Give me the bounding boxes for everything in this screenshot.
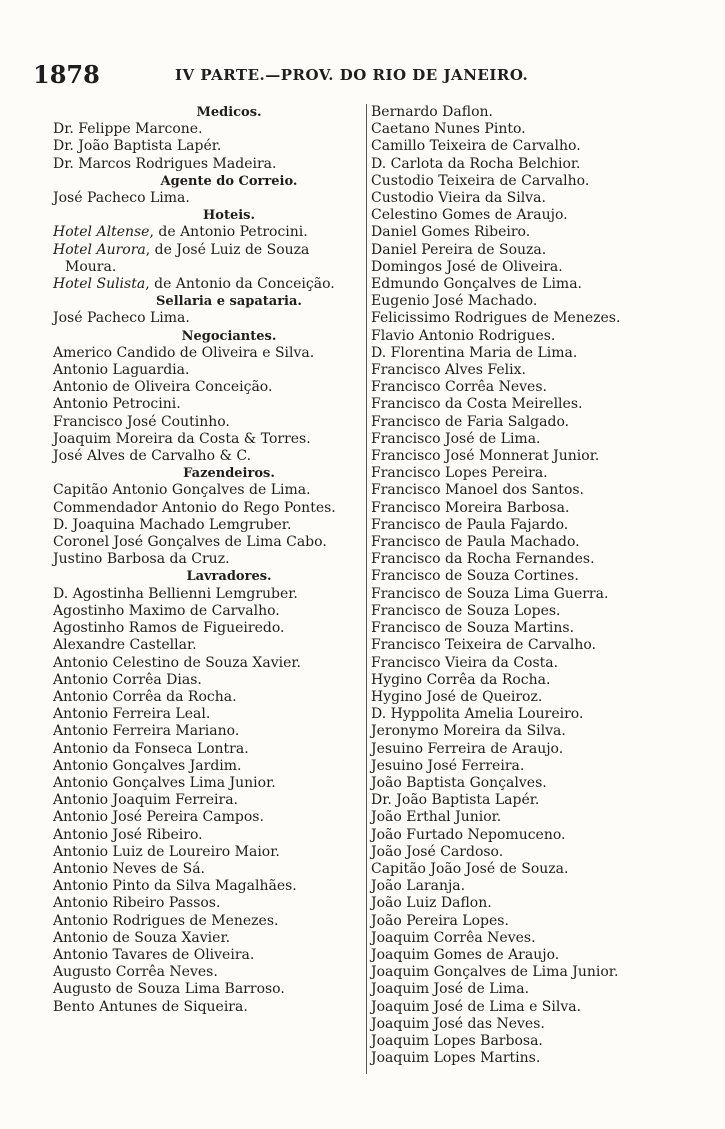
list-item: Antonio Neves de Sá.: [53, 860, 206, 877]
right-column: [371, 104, 716, 1067]
list-item: Alexandre Castellar.: [53, 637, 197, 654]
section-heading-medicos: Medicos.: [196, 105, 262, 120]
list-item: Antonio Pinto da Silva Magalhães.: [53, 878, 297, 895]
list-item: Antonio Corrêa da Rocha.: [53, 688, 237, 705]
list-item: Coronel José Gonçalves de Lima Cabo.: [53, 534, 327, 551]
list-item: Felicissimo Rodrigues de Menezes.: [371, 310, 621, 327]
list-item: Joaquim José das Neves.: [371, 1015, 545, 1032]
section-heading-negociantes: Negociantes.: [181, 328, 277, 344]
list-item: Augusto de Souza Lima Barroso.: [53, 981, 285, 998]
list-item: Antonio Rodrigues de Menezes.: [53, 912, 279, 929]
list-item: Joaquim Lopes Barbosa.: [371, 1032, 543, 1049]
list-item: Joaquim José de Lima.: [371, 981, 530, 998]
list-item: Celestino Gomes de Araujo.: [371, 207, 568, 224]
list-item: Bernardo Daflon.: [371, 104, 493, 120]
list-item: Joaquim Gonçalves de Lima Junior.: [371, 964, 619, 981]
list-item: Francisco da Costa Meirelles.: [371, 396, 583, 413]
column-divider: [366, 104, 367, 1074]
list-item: Capitão Antonio Gonçalves de Lima.: [53, 482, 311, 499]
list-item: D. Agostinha Bellienni Lemgruber.: [53, 585, 298, 602]
list-item: Joaquim Lopes Martins.: [371, 1050, 541, 1067]
list-item: João Pereira Lopes.: [371, 912, 509, 929]
list-item: José Pacheco Lima.: [53, 310, 190, 327]
list-item: D. Florentina Maria de Lima.: [371, 344, 578, 361]
section-heading-hoteis: Hoteis.: [202, 208, 255, 224]
list-item: Francisco da Rocha Fernandes.: [371, 551, 595, 568]
list-item: Antonio Corrêa Dias.: [53, 671, 202, 688]
list-item: Daniel Pereira de Souza.: [371, 241, 547, 258]
list-item: Joaquim Corrêa Neves.: [371, 929, 536, 946]
list-item: Justino Barbosa da Cruz.: [53, 551, 230, 568]
list-item: Antonio José Pereira Campos.: [53, 809, 264, 826]
list-item: Hygino José de Queiroz.: [371, 688, 543, 705]
list-item: João Furtado Nepomuceno.: [371, 826, 566, 843]
list-item: Americo Candido de Oliveira e Silva.: [53, 344, 315, 361]
list-item: Jesuino José Ferreira.: [371, 757, 525, 774]
list-item: Agostinho Ramos de Figueiredo.: [53, 620, 285, 637]
list-item: D. Carlota da Rocha Belchior.: [371, 155, 581, 172]
list-item: José Alves de Carvalho & C.: [53, 448, 252, 465]
list-item: Francisco José Coutinho.: [53, 413, 230, 430]
list-item: Hotel Sulista, de Antonio da Conceição.: [53, 276, 335, 293]
section-heading-correio: Agente do Correio.: [160, 173, 298, 189]
list-item: Francisco José de Lima.: [371, 430, 541, 447]
list-item: Francisco Corrêa Neves.: [371, 379, 547, 396]
section-heading-sellaria: Sellaria e sapataria.: [156, 294, 302, 310]
list-item: Dr. Marcos Rodrigues Madeira.: [53, 155, 277, 172]
list-item: Francisco Teixeira de Carvalho.: [371, 637, 596, 654]
page-header: [30, 60, 720, 90]
running-title: IV PARTE.—PROV. DO RIO DE JANEIRO.: [175, 66, 529, 84]
list-item: D. Joaquina Machado Lemgruber.: [53, 516, 292, 533]
list-item: Hygino Corrêa da Rocha.: [371, 671, 551, 688]
list-item: Antonio Petrocini.: [53, 396, 181, 413]
list-item: Antonio Luiz de Loureiro Maior.: [53, 843, 280, 860]
list-item: Joaquim Gomes de Araujo.: [371, 946, 560, 963]
list-item: Commendador Antonio do Rego Pontes.: [53, 499, 336, 516]
list-item: Francisco Alves Felix.: [371, 362, 526, 379]
list-item: Francisco de Souza Martins.: [371, 620, 575, 637]
list-item: Antonio Celestino de Souza Xavier.: [53, 654, 301, 671]
list-item: Capitão João José de Souza.: [371, 860, 569, 877]
list-item: Francisco de Souza Cortines.: [371, 568, 579, 585]
list-item: Flavio Antonio Rodrigues.: [371, 327, 556, 344]
list-item: Camillo Teixeira de Carvalho.: [371, 138, 581, 155]
list-item: Antonio de Oliveira Conceição.: [53, 379, 273, 396]
list-item: Dr. Felippe Marcone.: [53, 121, 203, 138]
list-item: Francisco de Souza Lima Guerra.: [371, 585, 609, 602]
list-item: João Baptista Gonçalves.: [371, 774, 547, 791]
list-item: Custodio Teixeira de Carvalho.: [371, 172, 590, 189]
list-item: João Erthal Junior.: [371, 809, 502, 826]
section-heading-fazendeiros: Fazendeiros.: [183, 466, 275, 482]
list-item: Eugenio José Machado.: [371, 293, 538, 310]
left-column: [53, 104, 365, 1016]
list-item: Francisco de Paula Fajardo.: [371, 516, 569, 533]
list-item: Francisco Vieira da Costa.: [371, 654, 559, 671]
list-item: Antonio Tavares de Oliveira.: [53, 946, 255, 963]
list-item: Hotel Altense, de Antonio Petrocini.: [53, 224, 308, 241]
list-item: Caetano Nunes Pinto.: [371, 121, 526, 138]
list-item: Francisco de Faria Salgado.: [371, 413, 570, 430]
list-item: Augusto Corrêa Neves.: [53, 964, 218, 981]
list-item: Custodio Vieira da Silva.: [371, 190, 546, 207]
list-item: Bento Antunes de Siqueira.: [53, 998, 248, 1015]
list-item: João Laranja.: [371, 878, 466, 895]
list-item: Jesuino Ferreira de Araujo.: [371, 740, 564, 757]
list-item: José Pacheco Lima.: [53, 190, 190, 207]
list-item: Francisco Manoel dos Santos.: [371, 482, 585, 499]
page-number: 1878: [33, 60, 100, 89]
list-item: Antonio Ribeiro Passos.: [53, 895, 221, 912]
list-item: João José Cardoso.: [371, 843, 504, 860]
list-item: Moura.: [65, 258, 117, 275]
list-item: Francisco de Souza Lopes.: [371, 602, 561, 619]
list-item: Francisco de Paula Machado.: [371, 534, 580, 551]
list-item: Domingos José de Oliveira.: [371, 258, 563, 275]
list-item: Antonio Joaquim Ferreira.: [53, 792, 238, 809]
list-item: Hotel Aurora, de José Luiz de Souza: [53, 241, 310, 258]
list-item: Antonio José Ribeiro.: [53, 826, 203, 843]
list-item: Antonio Gonçalves Lima Junior.: [53, 774, 276, 791]
list-item: Francisco Moreira Barbosa.: [371, 499, 570, 516]
list-item: Joaquim José de Lima e Silva.: [371, 998, 582, 1015]
list-item: Agostinho Maximo de Carvalho.: [53, 602, 280, 619]
list-item: Daniel Gomes Ribeiro.: [371, 224, 531, 241]
list-item: Antonio da Fonseca Lontra.: [53, 740, 249, 757]
list-item: Antonio Ferreira Leal.: [53, 706, 211, 723]
list-item: Antonio de Souza Xavier.: [53, 929, 231, 946]
list-item: D. Hyppolita Amelia Loureiro.: [371, 706, 584, 723]
list-item: Joaquim Moreira da Costa & Torres.: [53, 430, 311, 447]
list-item: Edmundo Gonçalves de Lima.: [371, 276, 582, 293]
list-item: Jeronymo Moreira da Silva.: [371, 723, 566, 740]
list-item: Francisco José Monnerat Junior.: [371, 448, 600, 465]
list-item: Antonio Laguardia.: [53, 362, 190, 379]
list-item: Antonio Gonçalves Jardim.: [53, 757, 242, 774]
list-item: Antonio Ferreira Mariano.: [53, 723, 240, 740]
list-item: Dr. João Baptista Lapér.: [371, 792, 540, 809]
section-heading-lavradores: Lavradores.: [186, 569, 272, 585]
list-item: Dr. João Baptista Lapér.: [53, 138, 222, 155]
list-item: Francisco Lopes Pereira.: [371, 465, 548, 482]
list-item: João Luiz Daflon.: [371, 895, 492, 912]
